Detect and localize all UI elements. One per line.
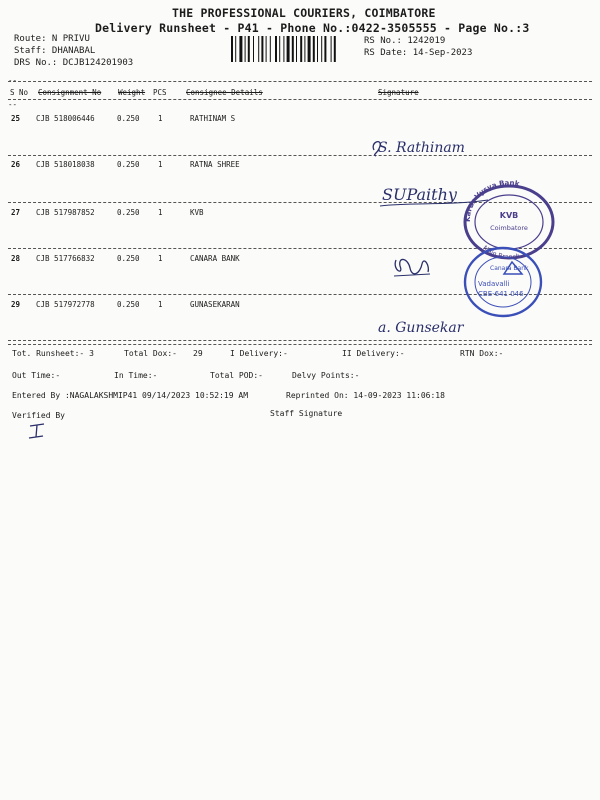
row-sno: 27: [11, 208, 21, 217]
col-header-signature: Signature: [378, 88, 419, 97]
out-time: Out Time:-: [12, 371, 61, 380]
row-consignment: CJB 517972778: [36, 300, 95, 309]
row-pcs: 1: [158, 114, 163, 123]
reprinted-on: Reprinted On: 14-09-2023 11:06:18: [286, 391, 445, 400]
row-consignment: CJB 517766832: [36, 254, 95, 263]
row-weight: 0.250: [117, 300, 140, 309]
verifier-initial-mark: [26, 420, 52, 442]
i-delivery: I Delivery:-: [230, 349, 288, 358]
ii-delivery: II Delivery:-: [342, 349, 405, 358]
row-sno: 29: [11, 300, 21, 309]
row-weight: 0.250: [117, 208, 140, 217]
barcode: [230, 36, 358, 64]
canara-bank-stamp: [460, 244, 546, 320]
col-header-sno: S No: [10, 88, 29, 97]
row-pcs: 1: [158, 160, 163, 169]
row-consignment: CJB 517987852: [36, 208, 95, 217]
rs-number: RS No.: 1242019: [364, 36, 446, 46]
drs-number: DRS No.: DCJB124201903: [14, 58, 134, 68]
row-pcs: 1: [158, 300, 163, 309]
row-weight: 0.250: [117, 254, 140, 263]
entered-by: Entered By :NAGALAKSHMIP41 09/14/2023 10:52:19 AM: [12, 391, 249, 400]
signature-row25: [370, 132, 500, 162]
header-mark: --: [8, 76, 18, 85]
company-title: THE PROFESSIONAL COURIERS, COIMBATORE: [172, 6, 436, 20]
row-weight: 0.250: [117, 160, 140, 169]
delvy-points: Delvy Points:-: [292, 371, 360, 380]
total-pod: Total POD:-: [210, 371, 263, 380]
col-header-pcs: PCS: [153, 88, 167, 97]
svg-text:a. Gunsekar: a. Gunsekar: [378, 320, 464, 336]
col-header-weight: Weight: [118, 88, 146, 97]
divider: [8, 344, 592, 345]
row-consignee: GUNASEKARAN: [190, 300, 240, 309]
row-sno: 26: [11, 160, 21, 169]
svg-text:Vadavalli: Vadavalli: [478, 280, 510, 288]
svg-text:Karur Vysya Bank: Karur Vysya Bank: [463, 180, 521, 223]
svg-text:KVB: KVB: [499, 211, 519, 220]
svg-text:S. Rathinam: S. Rathinam: [378, 140, 465, 156]
row-consignment: CJB 518018038: [36, 160, 95, 169]
staff-signature-label: Staff Signature: [270, 409, 343, 418]
row-consignee: RATHINAM S: [190, 114, 236, 123]
svg-text:CBE-641 046: CBE-641 046: [478, 290, 524, 298]
row-consignee: CANARA BANK: [190, 254, 240, 263]
total-dox-label: Total Dox:-: [124, 349, 177, 358]
row-consignee: KVB: [190, 208, 204, 217]
row-sno: 25: [11, 114, 21, 123]
divider: [8, 81, 592, 82]
row-consignee: RATNA SHREE: [190, 160, 240, 169]
row-pcs: 1: [158, 208, 163, 217]
svg-text:Main Branch: Main Branch: [481, 243, 521, 260]
runsheet-subtitle: Delivery Runsheet - P41 - Phone No.:0422-3505555 - Page No.:3: [95, 21, 530, 35]
col-header-consignment: Consignment No: [38, 88, 102, 97]
row-weight: 0.250: [117, 114, 140, 123]
row-sno: 28: [11, 254, 21, 263]
staff-label: Staff: DHANABAL: [14, 46, 96, 56]
col-header-consignee: Consignee Details: [186, 88, 263, 97]
row-pcs: 1: [158, 254, 163, 263]
rtn-dox: RTN Dox:-: [460, 349, 504, 358]
divider: [8, 99, 592, 100]
total-dox-value: 29: [193, 349, 203, 358]
signature-row28: [390, 250, 440, 284]
verified-by: Verified By: [12, 411, 65, 420]
header-mark: --: [8, 100, 18, 109]
row-consignment: CJB 518006446: [36, 114, 95, 123]
tot-runsheet: Tot. Runsheet:- 3: [12, 349, 94, 358]
in-time: In Time:-: [114, 371, 158, 380]
svg-text:SUPaithy: SUPaithy: [382, 185, 457, 204]
svg-text:Coimbatore: Coimbatore: [490, 224, 528, 232]
route-label: Route: N PRIVU: [14, 34, 90, 44]
svg-text:Canara Bank: Canara Bank: [490, 265, 529, 272]
divider: [8, 155, 592, 156]
rs-date: RS Date: 14-Sep-2023: [364, 48, 473, 58]
divider: [8, 340, 592, 341]
